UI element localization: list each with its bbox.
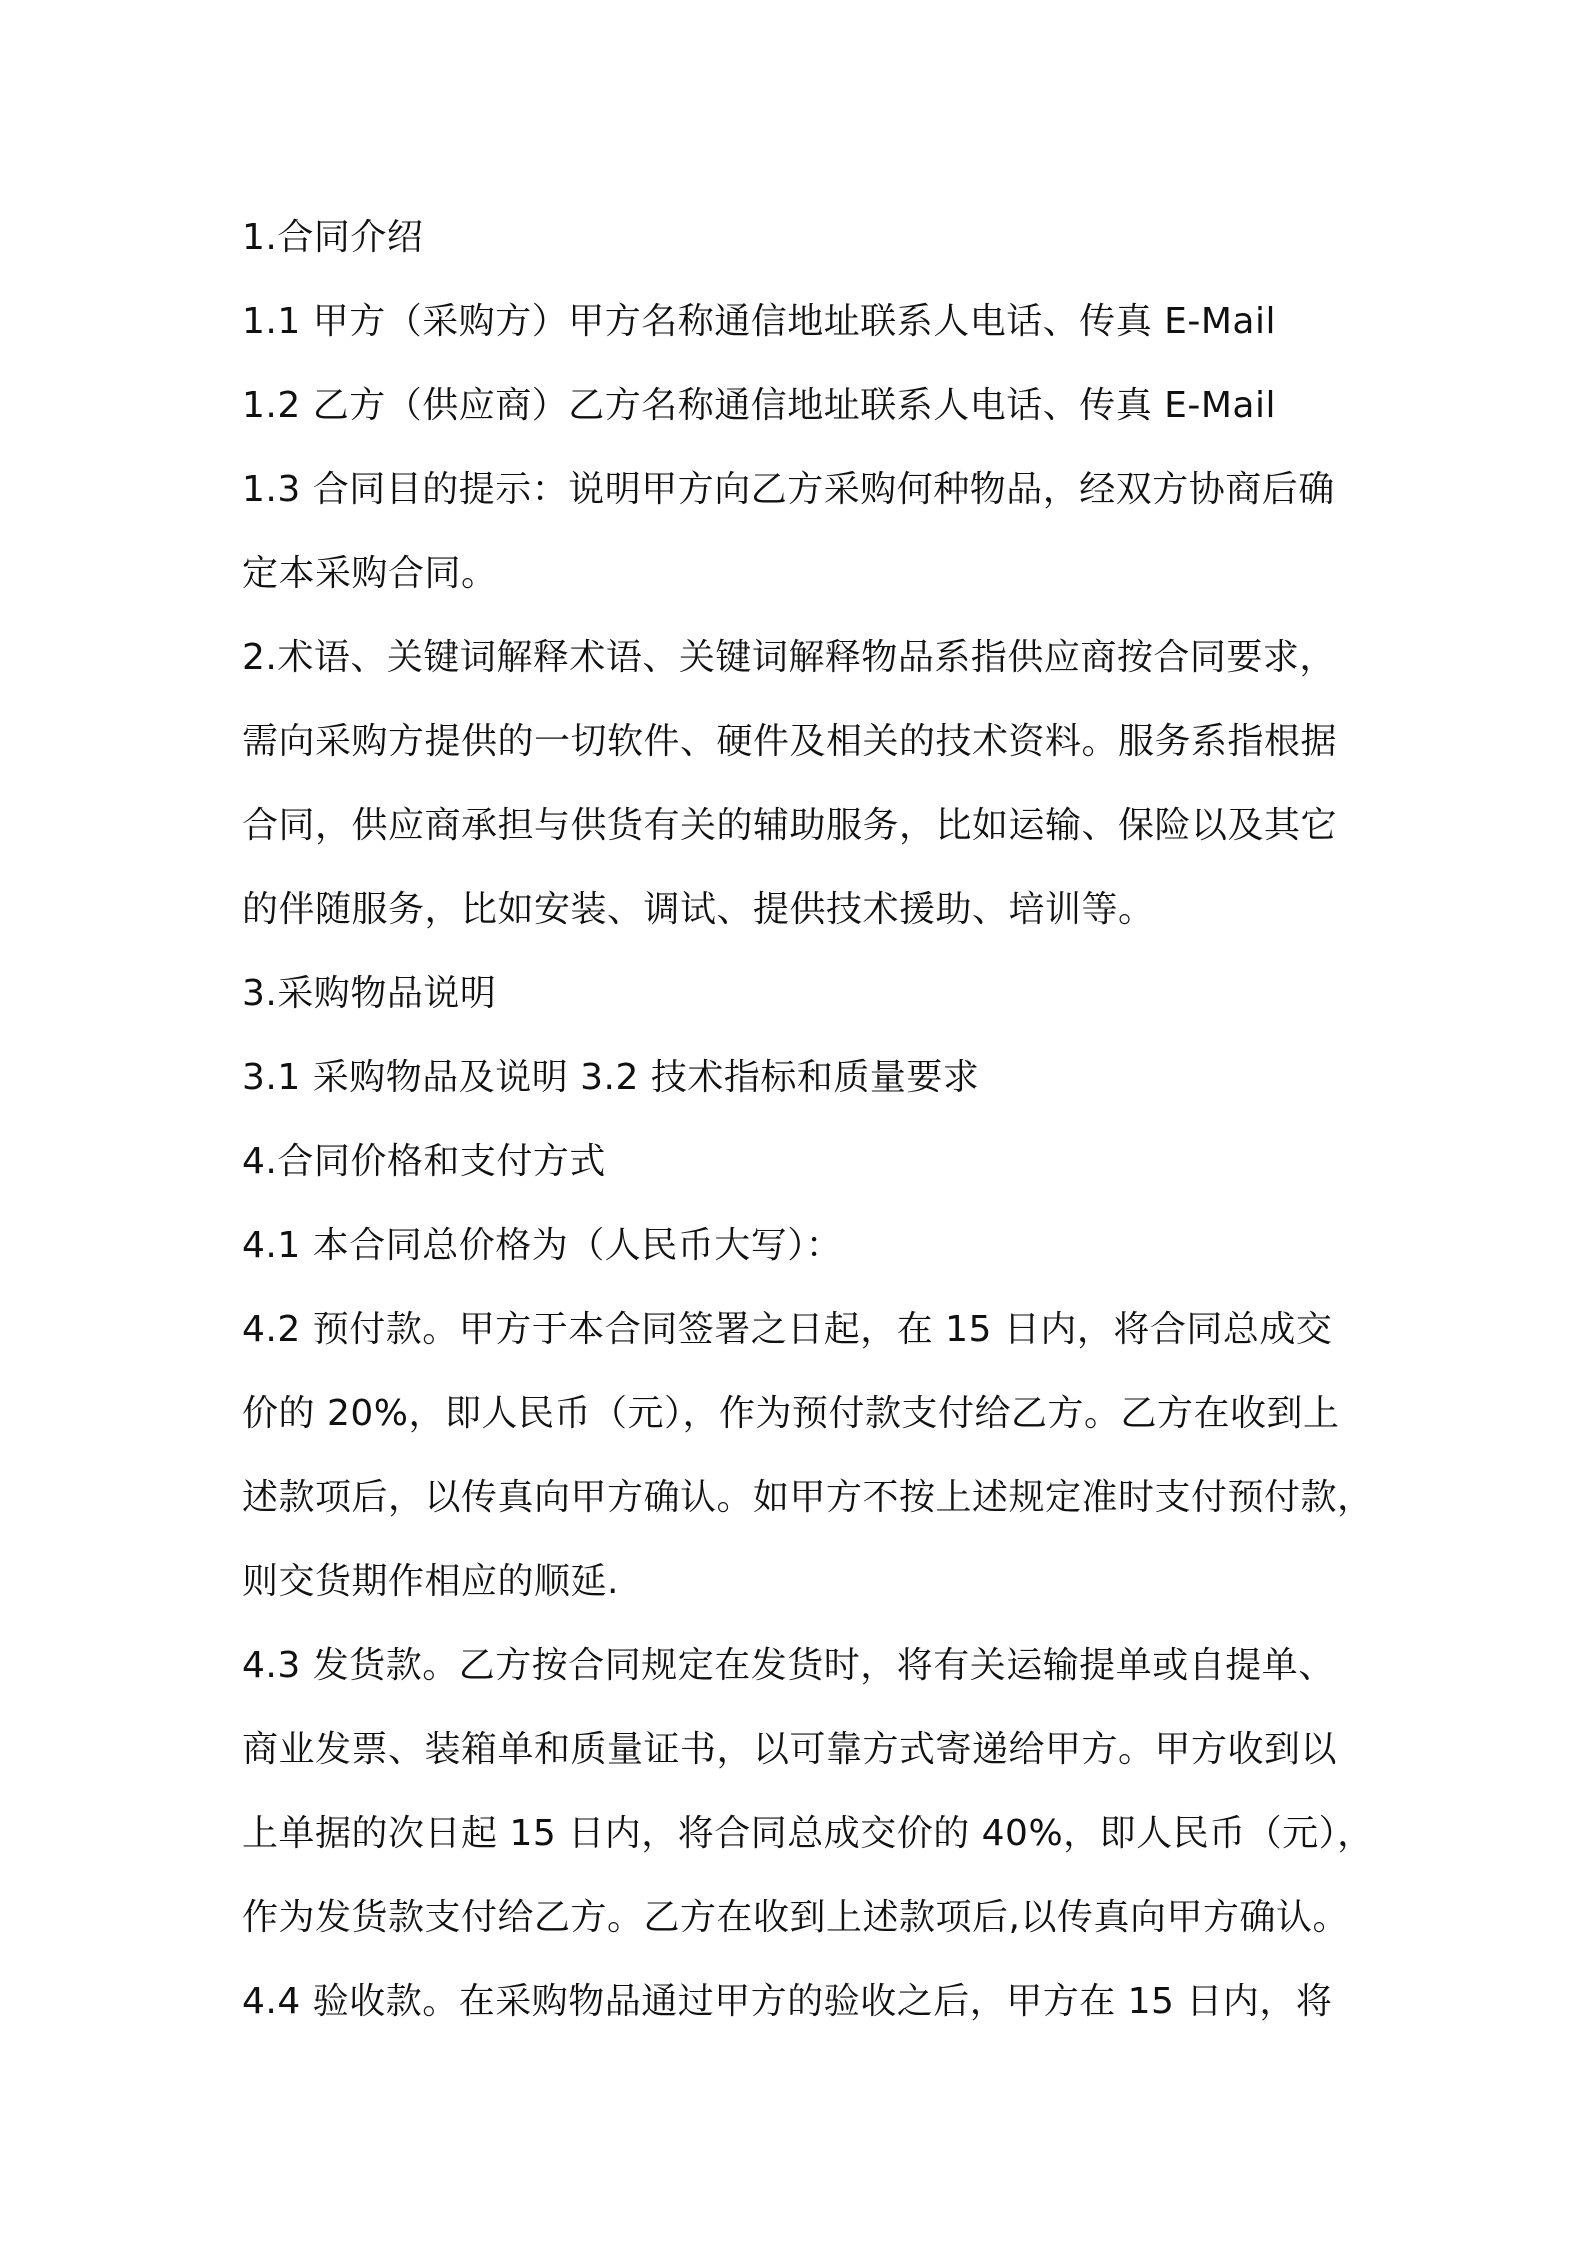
terms-line-4: 的伴随服务，比如安装、调试、提供技术援助、培训等。 <box>242 889 1155 930</box>
goods-spec-line: 3.1 采购物品及说明 3.2 技术指标和质量要求 <box>242 1057 980 1098</box>
prepayment-line-4: 则交货期作相应的顺延. <box>242 1561 619 1602</box>
heading-contract-intro: 1.合同介绍 <box>242 217 424 258</box>
terms-line-3: 合同，供应商承担与供货有关的辅助服务，比如运输、保险以及其它 <box>242 805 1338 846</box>
shipment-payment-line-3: 上单据的次日起 15 日内，将合同总成交价的 40%，即人民币（元）， <box>242 1813 1374 1854</box>
prepayment-line-3: 述款项后，以传真向甲方确认。如甲方不按上述规定准时支付预付款， <box>242 1477 1374 1518</box>
contract-purpose-line-cont: 定本采购合同。 <box>242 553 498 594</box>
contract-purpose-line: 1.3 合同目的提示：说明甲方向乙方采购何种物品，经双方协商后确 <box>242 469 1335 510</box>
shipment-payment-line-1: 4.3 发货款。乙方按合同规定在发货时，将有关运输提单或自提单、 <box>242 1645 1335 1686</box>
document-body <box>242 196 1374 2044</box>
shipment-payment-line-4: 作为发货款支付给乙方。乙方在收到上述款项后,以传真向甲方确认。 <box>242 1897 1349 1938</box>
acceptance-payment-line-1: 4.4 验收款。在采购物品通过甲方的验收之后，甲方在 15 日内，将 <box>242 1981 1333 2022</box>
shipment-payment-line-2: 商业发票、装箱单和质量证书，以可靠方式寄递给甲方。甲方收到以 <box>242 1729 1338 1770</box>
party-b-line: 1.2 乙方（供应商）乙方名称通信地址联系人电话、传真 E-Mail <box>242 385 1277 426</box>
total-price-line: 4.1 本合同总价格为（人民币大写）： <box>242 1225 843 1266</box>
party-a-line: 1.1 甲方（采购方）甲方名称通信地址联系人电话、传真 E-Mail <box>242 301 1277 342</box>
prepayment-line-2: 价的 20%，即人民币（元），作为预付款支付给乙方。乙方在收到上 <box>242 1393 1340 1434</box>
terms-line-2: 需向采购方提供的一切软件、硬件及相关的技术资料。服务系指根据 <box>242 721 1338 762</box>
heading-goods-description: 3.采购物品说明 <box>242 973 497 1014</box>
prepayment-line-1: 4.2 预付款。甲方于本合同签署之日起，在 15 日内，将合同总成交 <box>242 1309 1333 1350</box>
terms-line-1: 2.术语、关键词解释术语、关键词解释物品系指供应商按合同要求， <box>242 637 1336 678</box>
heading-price-payment: 4.合同价格和支付方式 <box>242 1141 606 1182</box>
